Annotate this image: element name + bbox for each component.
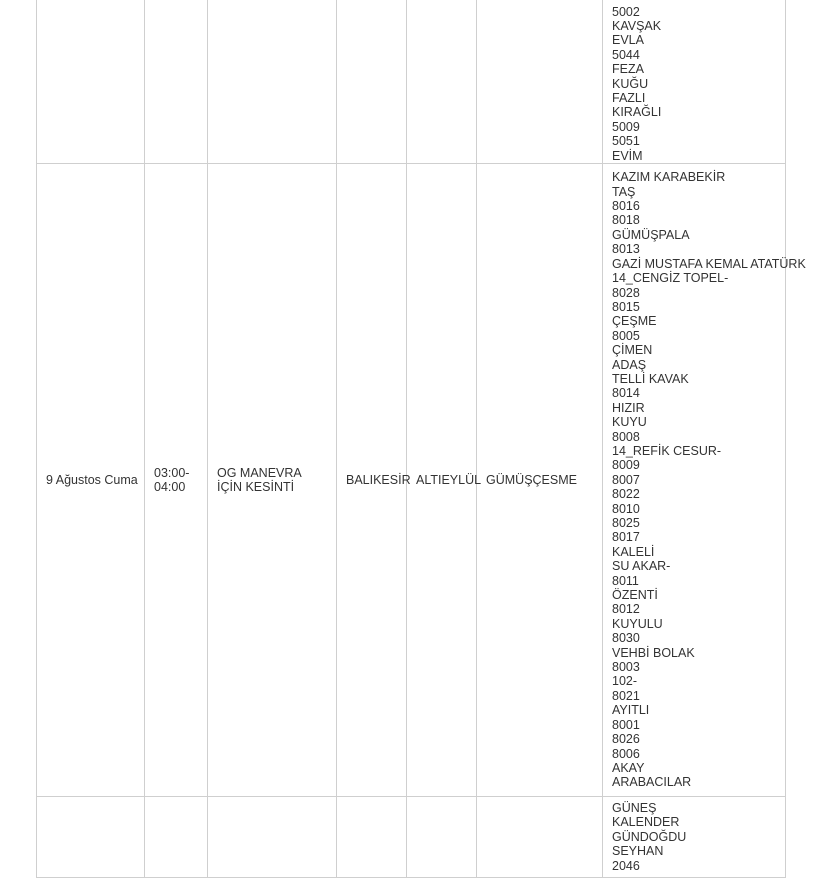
street-name: 2046	[612, 858, 640, 873]
table-row	[37, 0, 786, 164]
street-name: 8010	[612, 501, 640, 516]
table-row	[37, 797, 786, 878]
street-name: KUĞU	[612, 76, 649, 91]
street-name: 8017	[612, 530, 640, 545]
street-name: ADAŞ	[612, 357, 647, 372]
street-name: ÇİMEN	[612, 343, 653, 358]
street-name: 8001	[612, 717, 640, 732]
neighborhood-cell	[477, 797, 603, 878]
street-name: 8016	[612, 199, 640, 214]
street-name: FEZA	[612, 62, 644, 77]
reason-cell	[208, 164, 337, 797]
district-cell	[407, 0, 477, 164]
reason-cell	[208, 0, 337, 164]
street-name: GÜNDOĞDU	[612, 829, 687, 844]
street-name: TELLİ KAVAK	[612, 371, 689, 386]
neighborhood-cell	[477, 0, 603, 164]
streets-cell	[603, 797, 786, 878]
reason-text: OG MANEVRA İÇİN KESİNTİ	[217, 465, 302, 494]
street-name: KAVŞAK	[612, 18, 662, 33]
street-name: 8003	[612, 660, 640, 675]
street-name: VEHBİ BOLAK	[612, 645, 695, 660]
street-name: 8008	[612, 429, 640, 444]
date-text: 9 Ağustos Cuma	[46, 472, 138, 487]
street-name: ÖZENTİ	[612, 588, 658, 603]
district-cell	[407, 797, 477, 878]
street-name: SU AKAR-	[612, 559, 671, 574]
street-name: 8011	[612, 573, 639, 588]
streets-cell	[603, 164, 806, 797]
streets-cell	[603, 0, 786, 164]
neighborhood-cell	[477, 164, 603, 797]
street-name: 8007	[612, 472, 640, 487]
street-name: FAZLI	[612, 90, 646, 105]
date-cell	[37, 797, 145, 878]
street-name: ARABACILAR	[612, 775, 692, 790]
street-name: HIZIR	[612, 400, 645, 415]
street-name: 14_CENGİZ TOPEL-	[612, 271, 729, 286]
time-cell	[145, 0, 208, 164]
street-name: KALENDER	[612, 815, 680, 830]
street-name: 8025	[612, 516, 640, 531]
street-name: 8022	[612, 487, 640, 502]
street-name: GÜMÜŞPALA	[612, 227, 690, 242]
street-name: 8018	[612, 213, 640, 228]
street-name: 5044	[612, 47, 640, 62]
time-cell	[145, 797, 208, 878]
street-name: 14_REFİK CESUR-	[612, 443, 722, 458]
time-text: 03:00-04:00	[154, 465, 190, 494]
street-name: 8030	[612, 631, 640, 646]
street-name: 8021	[612, 688, 640, 703]
street-name: GÜNEŞ	[612, 800, 657, 815]
street-name: 8013	[612, 242, 640, 257]
street-name: 5051	[612, 134, 640, 149]
street-name: TAŞ	[612, 184, 636, 199]
district-text: ALTIEYLÜL	[416, 472, 482, 487]
street-name: KUYU	[612, 415, 647, 430]
street-name: 8026	[612, 732, 640, 747]
street-name: 8028	[612, 285, 640, 300]
province-cell	[337, 0, 407, 164]
street-name: KAZIM KARABEKİR	[612, 170, 726, 185]
street-name: ÇEŞME	[612, 314, 657, 329]
district-cell	[407, 164, 482, 797]
street-name: 8014	[612, 386, 640, 401]
province-cell	[337, 164, 411, 797]
province-text: BALIKESİR	[346, 472, 411, 487]
street-name: EVİM	[612, 148, 643, 163]
street-name: 8012	[612, 602, 640, 617]
street-name: 5009	[612, 119, 640, 134]
street-name: 102-	[612, 674, 638, 689]
time-cell	[145, 164, 208, 797]
street-name: 8009	[612, 458, 640, 473]
date-cell	[37, 164, 145, 797]
street-name: AYITLI	[612, 703, 650, 718]
outage-table	[36, 0, 806, 878]
street-name: SEYHAN	[612, 844, 664, 859]
street-name: GAZİ MUSTAFA KEMAL ATATÜRK	[612, 256, 806, 271]
street-name: KUYULU	[612, 616, 663, 631]
street-name: 8005	[612, 328, 640, 343]
table-row	[37, 164, 786, 797]
street-name: KIRAĞLI	[612, 105, 662, 120]
street-name: AKAY	[612, 760, 645, 775]
street-name: 8006	[612, 746, 640, 761]
street-name: EVLA	[612, 33, 644, 48]
street-name: 5002	[612, 4, 640, 19]
street-name: 8015	[612, 299, 640, 314]
reason-cell	[208, 797, 337, 878]
neighborhood-text: GÜMÜŞÇESME	[486, 472, 577, 487]
province-cell	[337, 797, 407, 878]
date-cell	[37, 0, 145, 164]
street-name: KALELİ	[612, 544, 655, 559]
